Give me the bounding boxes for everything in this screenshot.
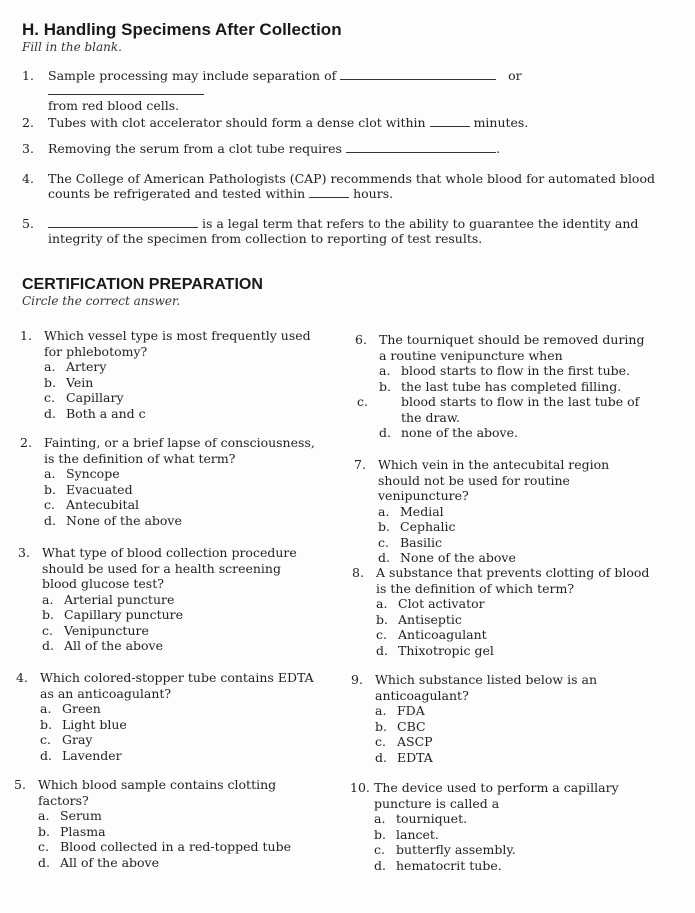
item-text: . — [495, 141, 500, 156]
answer-option[interactable]: d. All of the above — [38, 854, 160, 870]
item-number: 4. — [22, 171, 34, 186]
answer-option[interactable]: b. CBC — [375, 718, 426, 734]
question-text: Which blood sample contains clotting factors? — [38, 777, 277, 808]
question-number: 5. — [14, 777, 26, 792]
item-number: 5. — [22, 216, 34, 231]
question-4 — [16, 670, 316, 763]
question-8 — [352, 565, 652, 658]
question-number: 2. — [20, 435, 32, 450]
answer-blank[interactable] — [309, 186, 349, 198]
circle-instruction: Circle the correct answer. — [22, 294, 181, 308]
item-text: The College of American Pathologists (CAP) recommends that whole blood for automated blood counts be refrigerated and tested within — [48, 171, 655, 201]
question-6 — [355, 332, 655, 441]
answer-option[interactable]: d. Thixotropic gel — [376, 642, 494, 658]
answer-option[interactable]: a. Syncope — [44, 466, 120, 481]
item-text: is a legal term that refers to the ability to guarantee the identity and integrity of the specimen from collection to reporting of test results. — [48, 216, 639, 246]
answer-blank[interactable] — [48, 83, 204, 95]
question-number: 3. — [18, 545, 30, 560]
fill-item-5 — [22, 216, 662, 246]
answer-option[interactable]: d. none of the above. — [379, 425, 518, 440]
question-1 — [20, 328, 320, 421]
answer-option[interactable]: a. FDA — [375, 703, 425, 718]
item-text: Sample processing may include separation of — [48, 68, 337, 83]
answer-option[interactable]: d. Both a and c — [44, 405, 146, 421]
question-3 — [18, 545, 318, 654]
item-text: Removing the serum from a clot tube requires — [48, 141, 342, 156]
answer-option[interactable]: c. Basilic — [378, 534, 443, 550]
item-text: hours. — [353, 186, 394, 201]
answer-blank[interactable] — [430, 115, 470, 127]
answer-option[interactable]: b. lancet. — [374, 826, 439, 842]
question-text: Fainting, or a brief lapse of consciousness, is the definition of what term? — [44, 435, 315, 466]
answer-option[interactable]: d. All of the above — [42, 638, 164, 653]
answer-option[interactable]: b. Capillary puncture — [42, 607, 184, 622]
answer-option[interactable]: b. Light blue — [40, 716, 127, 732]
question-9 — [351, 672, 611, 765]
answer-option[interactable]: a. tourniquet. — [374, 811, 468, 826]
answer-option[interactable]: a. Arterial puncture — [42, 591, 175, 607]
answer-option[interactable]: a. Serum — [38, 808, 102, 823]
question-text: What type of blood collection procedure should be used for a health screening blood glucose test? — [42, 545, 297, 591]
answer-option[interactable]: a. blood starts to flow in the first tube. — [379, 363, 630, 378]
question-text: Which substance listed below is an anticoagulant? — [375, 672, 597, 703]
question-2 — [20, 435, 320, 528]
answer-option[interactable]: c. ASCP — [375, 734, 433, 749]
answer-option[interactable]: b. Cephalic — [378, 519, 456, 534]
answer-option[interactable]: a. Medial — [378, 503, 444, 519]
answer-option[interactable]: c. butterfly assembly. — [374, 842, 516, 857]
answer-option[interactable]: c. Antecubital — [44, 497, 140, 512]
fill-item-2 — [22, 115, 662, 130]
answer-option[interactable]: d. hematocrit tube. — [374, 857, 502, 873]
item-text: Tubes with clot accelerator should form a dense clot within — [48, 115, 426, 130]
question-text: Which vein in the antecubital region should not be used for routine venipuncture? — [378, 457, 610, 503]
answer-option[interactable]: b. Vein — [44, 374, 94, 390]
item-number: 2. — [22, 115, 34, 130]
answer-option[interactable]: c. Anticoagulant — [376, 627, 487, 642]
answer-option[interactable]: c. blood starts to flow in the last tube of the draw. — [357, 394, 640, 425]
answer-blank[interactable] — [48, 216, 198, 228]
question-number: 10. — [350, 780, 370, 795]
question-text: Which colored-stopper tube contains EDTA as an anticoagulant? — [40, 670, 314, 701]
section-h-title: H. Handling Specimens After Collection — [22, 20, 342, 39]
answer-option[interactable]: c. Gray — [40, 732, 93, 747]
fill-item-3 — [22, 141, 662, 156]
answer-option[interactable]: a. Artery — [44, 359, 107, 374]
answer-option[interactable]: c. Venipuncture — [42, 622, 149, 638]
question-text: Which vessel type is most frequently used for phlebotomy? — [44, 328, 311, 359]
fill-item-4 — [22, 171, 662, 201]
question-number: 4. — [16, 670, 28, 685]
question-number: 6. — [355, 332, 367, 347]
question-number: 1. — [20, 328, 32, 343]
answer-option[interactable]: c. Capillary — [44, 390, 124, 405]
question-text: The device used to perform a capillary puncture is called a — [374, 780, 619, 811]
question-text: The tourniquet should be removed during a routine venipuncture when — [379, 332, 645, 363]
item-text: minutes. — [473, 115, 529, 130]
answer-option[interactable]: b. Antiseptic — [376, 611, 462, 627]
item-text: or — [508, 68, 522, 83]
question-number: 9. — [351, 672, 363, 687]
certification-title: CERTIFICATION PREPARATION — [22, 276, 263, 293]
answer-option[interactable]: d. Lavender — [40, 747, 122, 763]
answer-option[interactable]: d. EDTA — [375, 749, 433, 765]
item-text: from red blood cells. — [48, 98, 180, 113]
answer-option[interactable]: d. None of the above — [378, 550, 516, 565]
question-number: 7. — [354, 457, 366, 472]
item-number: 3. — [22, 141, 34, 156]
answer-option[interactable]: a. Clot activator — [376, 596, 485, 611]
answer-option[interactable]: d. None of the above — [44, 512, 182, 528]
item-number: 1. — [22, 68, 34, 83]
answer-blank[interactable] — [340, 68, 496, 80]
question-text: A substance that prevents clotting of blood is the definition of which term? — [376, 565, 650, 596]
fill-item-1 — [22, 68, 662, 113]
answer-option[interactable]: c. Blood collected in a red-topped tube — [38, 839, 291, 854]
question-7 — [354, 457, 654, 566]
question-10 — [350, 780, 650, 873]
question-5 — [14, 777, 324, 870]
answer-option[interactable]: b. the last tube has completed filling. — [379, 378, 622, 394]
answer-option[interactable]: b. Plasma — [38, 823, 106, 839]
question-number: 8. — [352, 565, 364, 580]
answer-option[interactable]: b. Evacuated — [44, 481, 133, 497]
answer-blank[interactable] — [346, 141, 496, 153]
answer-option[interactable]: a. Green — [40, 701, 101, 716]
fill-instruction: Fill in the blank. — [22, 40, 122, 54]
